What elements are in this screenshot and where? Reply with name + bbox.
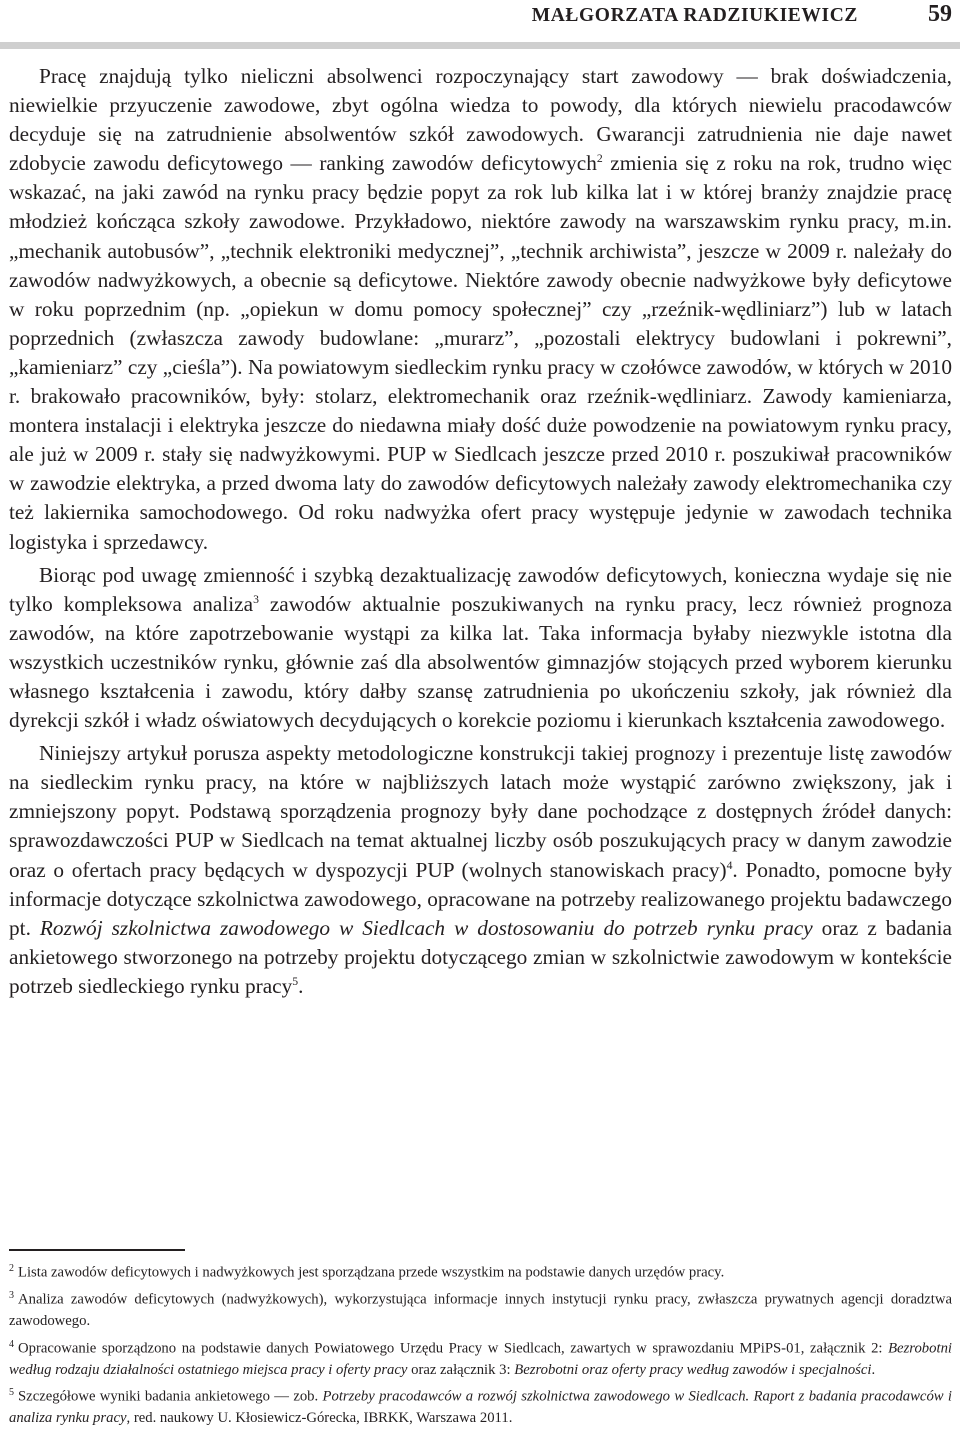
footnote-3 (9, 1285, 952, 1333)
paragraph-3-text-a: Niniejszy artykuł porusza aspekty metodologiczne konstrukcji takiej prognozy i prezentuje listę zawodów na siedleckim rynku pracy, na które w najbliższych latach może wystąpić zarówno zwiększony, jak i zmniejszony popyt. Podstawą sporządzenia prognozy były dane pochodzące z dostępnych źródeł danych: sprawozdawczości PUP w Siedlcach na temat aktualnej liczby osób poszukujących pracy w danym zawodzie oraz o ofertach pracy będących w dyspozycji PUP (wolnych stanowiskach pracy) (9, 741, 952, 882)
footnote-4-italic-b: Bezrobotni oraz oferty pracy według zawodów i specjalności (514, 1361, 872, 1378)
footnote-4 (9, 1334, 952, 1382)
footnote-2-text: Lista zawodów deficytowych i nadwyżkowych jest sporządzana przede wszystkim na podstawie danych urzędów pracy. (18, 1264, 725, 1281)
paragraph-3 (9, 739, 952, 1001)
project-title-italic: Rozwój szkolnictwa zawodowego w Siedlcach w dostosowaniu do potrzeb rynku pracy (39, 915, 813, 940)
footnote-ref-2: 2 (596, 152, 603, 166)
footnote-5 (9, 1382, 952, 1430)
running-head-author: MAŁGORZATA RADZIUKIEWICZ (531, 5, 858, 26)
footnote-ref-3: 3 (253, 592, 259, 606)
footnote-4-italic-a: Bezrobotni według rodzaju działalności ostatniego miejsca pracy i oferty pracy (9, 1340, 952, 1378)
paragraph-3-text-c: oraz z badania ankietowego stworzonego na potrzeby projektu dotyczącego zmian w szkolnictwie zawodowym w kontekście potrzeb siedleckiego rynku pracy (9, 915, 952, 998)
footnote-4-text-c: . (871, 1361, 876, 1378)
page-number: 59 (928, 1, 952, 27)
paragraph-2-text-b: zawodów aktualnie poszukiwanych na rynku pracy, lecz również prognoza zawodów, na które zapotrzebowanie wystąpi za kilka lat. Taka informacja byłaby niezwykle istotna dla wszystkich uczestników rynku, głównie zaś dla absolwentów gimnazjów stojących przed wyborem kierunku własnego kształcenia i zawodu, który dałby szansę zatrudnienia po ukończeniu szkoły, jak również dla dyrekcji szkół i władz oświatowych decydujących o korekcie poziomu i kierunkach kształcenia zawodowego. (9, 591, 952, 733)
paragraph-1 (9, 62, 952, 557)
footnote-5-text-b: , red. naukowy U. Kłosiewicz-Górecka, IBRKK, Warszawa 2011. (126, 1410, 513, 1426)
footnote-5-italic: Potrzeby pracodawców a rozwój szkolnictwa zawodowego w Siedlcach. Raport z badania pracodawców i analiza rynku pracy (9, 1388, 953, 1426)
paragraph-2 (9, 561, 952, 736)
footnotes (9, 1258, 952, 1431)
paragraph-1-text-b: zmienia się z roku na rok, trudno więc wskazać, na jaki zawód na rynku pracy będzie popyt za rok lub kilka lat i w której branży znajdzie pracę młodzież kończąca szkoły zawodowe. Przykładowo, niektóre zawody na warszawskim rynku pracy, m.in. „mechanik autobusów”, „technik elektroniki medycznej”, „technik archiwista”, jeszcze w 2009 r. należały do zawodów nadwyżkowych, a obecnie są deficytowe. Niektóre zawody obecnie nadwyżkowe były deficytowe w roku poprzednim (np. „opiekun w domu pomocy społecznej” czy „rzeźnik-wędliniarz”) lub w latach poprzednich (zwłaszcza zawody budowlane: „murarz”, „pozostali elektrycy budowlani i pokrewni”, „kamieniarz” czy „cieśla”). Na powiatowym siedleckim rynku pracy w czołówce zawodów, w których w 2010 r. brakowało pracowników, były: stolarz, elektromechanik oraz rzeźnik-wędliniarz. Zawody kamieniarza, montera instalacji i elektryka jeszcze do niedawna miały dość duże powodzenie na powiatowym rynku pracy, ale już w 2009 r. stały się nadwyżkowymi. PUP w Siedlcach jeszcze przed 2010 r. poszukiwał pracowników w zawodzie elektryka, a przed dwoma laty do zawodów deficytowych należały zawody elektromechanika czy też lakiernika samochodowego. Od roku nadwyżka ofert pracy występuje jedynie w zawodach technika logistyka i sprzedawcy. (9, 151, 953, 554)
paragraph-3-text-d: . (298, 973, 304, 998)
footnote-5-text-a: Szczegółowe wyniki badania ankietowego — zob. (18, 1388, 323, 1405)
footnote-separator (9, 1249, 185, 1251)
footnote-4-number: 4 (9, 1338, 14, 1350)
footnote-5-number: 5 (9, 1387, 14, 1398)
footnote-2-number: 2 (9, 1263, 14, 1274)
paragraph-2-text-a: Biorąc pod uwagę zmienność i szybką dezaktualizację zawodów deficytowych, konieczna wydaje się nie tylko kompleksowa analiza (9, 562, 952, 616)
footnote-ref-4: 4 (726, 858, 733, 872)
footnote-3-number: 3 (9, 1290, 14, 1301)
footnote-4-text-a: Opracowanie sporządzono na podstawie danych Powiatowego Urzędu Pracy w Siedlcach, zawartych w sprawozdaniu MPiPS-01, załącznik 2: (18, 1340, 889, 1356)
footnote-2 (9, 1258, 952, 1284)
paragraph-1-text-a: Pracę znajdują tylko nieliczni absolwenci rozpoczynający start zawodowy — brak doświadczenia, niewielkie przyuczenie zawodowe, zbyt ogólna wiedza to powody, dla których niewielu pracodawców decyduje się na zatrudnienie absolwentów szkół zawodowych. Gwarancji zatrudnienia nie daje nawet zdobycie zawodu deficytowego — ranking zawodów deficytowych (9, 64, 952, 176)
body-text (9, 62, 952, 1001)
footnote-4-text-b: oraz załącznik 3: (407, 1361, 515, 1378)
footnote-ref-5: 5 (292, 974, 299, 988)
running-head (0, 0, 960, 49)
footnote-3-text: Analiza zawodów deficytowych (nadwyżkowych), wykorzystująca informacje innych instytucji rynku pracy, zwłaszcza prywatnych agencji doradztwa zawodowego. (9, 1291, 952, 1329)
paragraph-3-text-b: . Ponadto, pomocne były informacje dotyczące szkolnictwa zawodowego, opracowane na potrzeby realizowanego projektu badawczego pt. (9, 857, 952, 940)
